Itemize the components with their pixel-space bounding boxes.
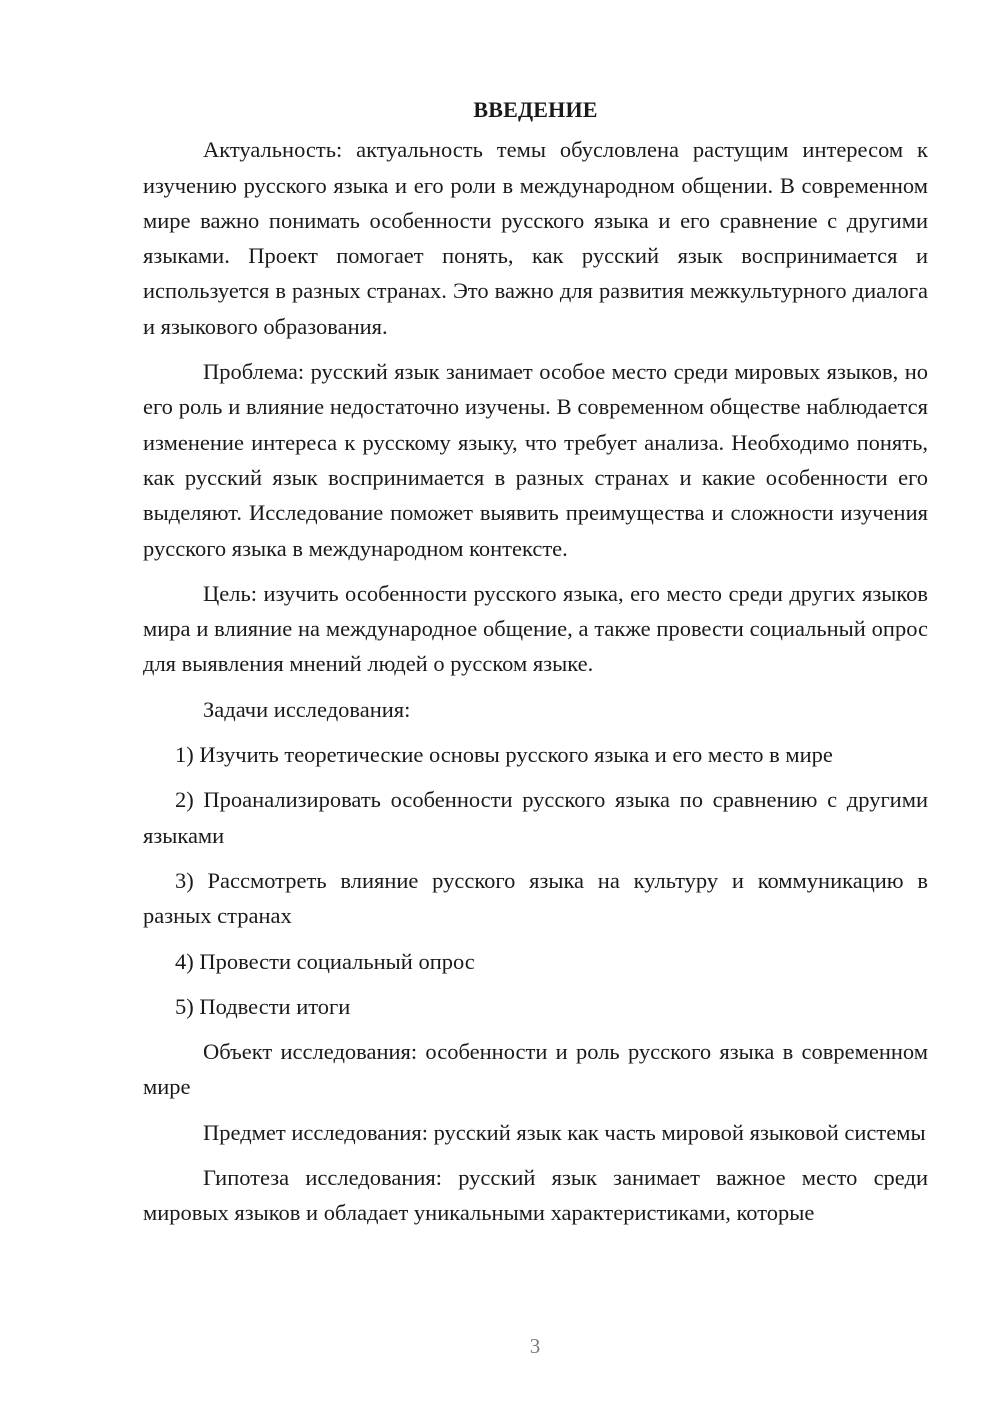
goal-paragraph: Цель: изучить особенности русского языка, его место среди других языков мира и влияние на международное общение, а также провести социальный опрос для выявления мнений людей о русском языке. xyxy=(143,580,928,677)
task-item: 5) Подвести итоги xyxy=(175,993,351,1019)
object-paragraph: Объект исследования: особенности и роль русского языка в современном мире xyxy=(143,1039,928,1100)
problem-paragraph: Проблема: русский язык занимает особое место среди мировых языков, но его роль и влияние недостаточно изучены. В современном обществе наблюдается изменение интереса к русскому языку, что требует анализа. Необходимо понять, как русский язык воспринимается в разных странах и какие особенности его выделяют. Исследование поможет выявить преимущества и сложности изучения русского языка в международном контексте. xyxy=(143,359,928,561)
tasks-heading: Задачи исследования: xyxy=(203,696,411,722)
task-item: 1) Изучить теоретические основы русского языка и его место в мире xyxy=(175,742,833,768)
subject-paragraph: Предмет исследования: русский язык как часть мировой языковой системы xyxy=(203,1119,926,1145)
document-body xyxy=(143,92,928,1241)
page-title: ВВЕДЕНИЕ xyxy=(473,97,598,122)
hypothesis-paragraph: Гипотеза исследования: русский язык занимает важное место среди мировых языков и обладает уникальными характеристиками, которые xyxy=(143,1165,928,1226)
page-number: 3 xyxy=(529,1334,541,1358)
task-item: 2) Проанализировать особенности русского языка по сравнению с другими языками xyxy=(143,787,928,848)
relevance-paragraph: Актуальность: актуальность темы обусловлена растущим интересом к изучению русского языка и его роли в международном общении. В современном мире важно понимать особенности русского языка и его сравнение с другими языками. Проект помогает понять, как русский язык воспринимается и используется в разных странах. Это важно для развития межкультурного диалога и языкового образования. xyxy=(143,137,928,339)
task-item: 4) Провести социальный опрос xyxy=(175,948,475,974)
task-item: 3) Рассмотреть влияние русского языка на культуру и коммуникацию в разных странах xyxy=(143,867,928,929)
